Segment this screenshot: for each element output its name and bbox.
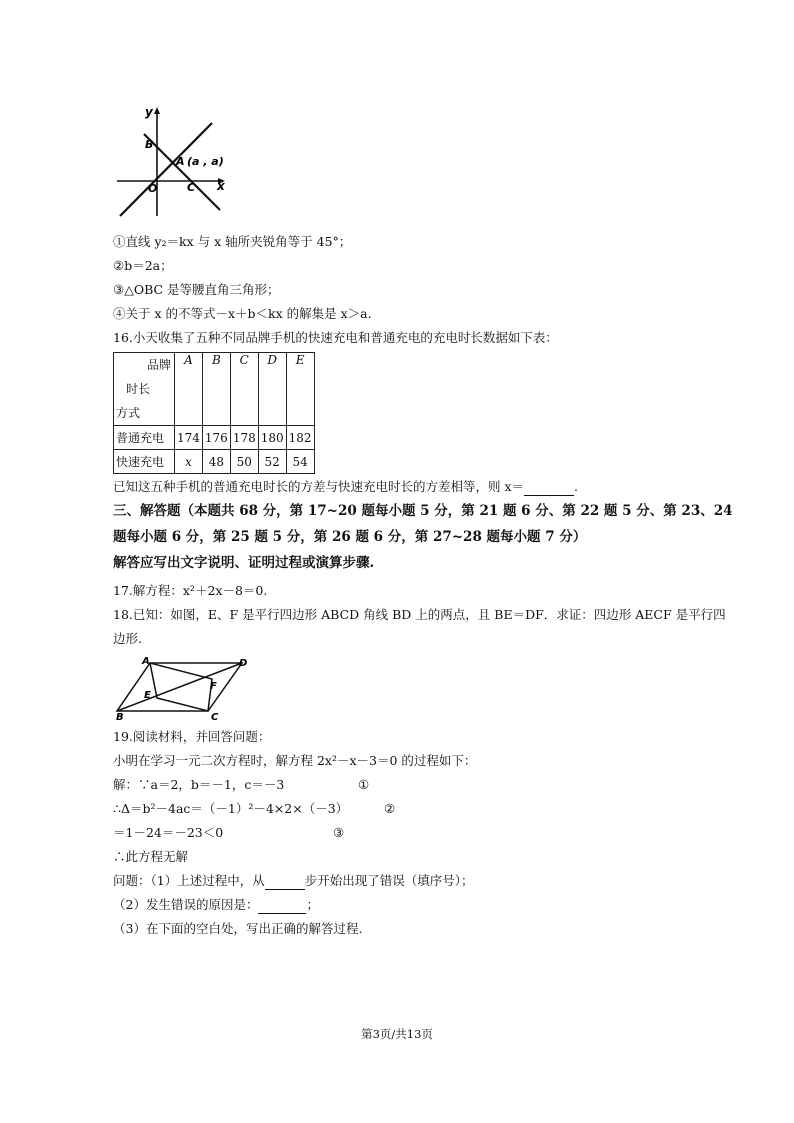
y-axis-arrow xyxy=(154,107,160,114)
row-label: 快速充电 xyxy=(114,450,175,474)
q18-line1: 18.已知：如图，E、F 是平行四边形 ABCD 角线 BD 上的两点，且 BE＝DF．求证：四边形 AECF 是平行四 xyxy=(113,607,726,622)
header-duration: 时长 xyxy=(126,382,151,396)
origin-label: O xyxy=(148,182,158,195)
q16-intro: 16.小天收集了五种不同品牌手机的快速充电和普通充电的充电时长数据如下表： xyxy=(113,330,558,345)
line-y2 xyxy=(120,123,212,216)
answer-blank[interactable] xyxy=(524,479,574,496)
table-header-cell xyxy=(114,353,175,426)
table-cell: x xyxy=(175,450,203,474)
header-mode: 方式 xyxy=(116,406,141,420)
q15-option-2: ②b＝2a； xyxy=(113,258,173,273)
q19-title: 19.阅读材料，并回答问题： xyxy=(113,729,271,744)
label-f: F xyxy=(210,681,217,692)
charging-table xyxy=(113,352,315,474)
table-cell: 178 xyxy=(230,426,258,450)
y-axis-label: y xyxy=(145,105,153,119)
q15-option-3: ③△OBC 是等腰直角三角形； xyxy=(113,282,280,297)
page-footer: 第3页/共13页 xyxy=(361,1027,433,1041)
header-brand: 品牌 xyxy=(146,358,171,372)
q19-step3: ＝1－24＝－23＜0 xyxy=(113,825,224,840)
table-cell: 176 xyxy=(202,426,230,450)
q19-question-1: 问题：（1）上述过程中，从 步开始出现了错误（填序号）； xyxy=(113,873,474,888)
brand-b: B xyxy=(202,353,230,426)
row-label: 普通充电 xyxy=(114,426,175,450)
brand-d: D xyxy=(258,353,286,426)
label-e: E xyxy=(144,690,151,701)
parallelogram-figure xyxy=(112,654,252,722)
answer-blank[interactable] xyxy=(258,897,306,914)
point-c-label: C xyxy=(187,181,196,194)
coordinate-graph xyxy=(112,104,232,222)
step2-marker: ② xyxy=(384,801,396,816)
point-a-coord: (a , a) xyxy=(187,155,224,168)
section3-line3: 解答应写出文字说明、证明过程或演算步骤. xyxy=(113,555,375,571)
table-cell: 54 xyxy=(286,450,314,474)
step1-marker: ① xyxy=(358,777,370,792)
q15-option-1: ①直线 y₂＝kx 与 x 轴所夹锐角等于 45°； xyxy=(113,234,352,249)
point-a-label: A xyxy=(176,155,185,168)
q19-question-2: （2）发生错误的原因是： ； xyxy=(113,897,319,912)
q19-step1: 解：∵a＝2，b＝－1，c＝－3 xyxy=(113,777,285,792)
line-y1 xyxy=(144,134,220,210)
step3-marker: ③ xyxy=(333,825,345,840)
brand-c: C xyxy=(230,353,258,426)
table-cell: 180 xyxy=(258,426,286,450)
q18-line2: 边形. xyxy=(113,631,142,646)
q19-intro: 小明在学习一元二次方程时，解方程 2x²－x－3＝0 的过程如下： xyxy=(113,753,477,768)
q19-question-3: （3）在下面的空白处，写出正确的解答过程. xyxy=(113,921,363,936)
table-cell: 182 xyxy=(286,426,314,450)
label-a: A xyxy=(142,656,150,667)
table-cell: 52 xyxy=(258,450,286,474)
q16-question: 已知这五种手机的普通充电时长的方差与快速充电时长的方差相等，则 x＝ . xyxy=(113,479,579,494)
brand-a: A xyxy=(175,353,203,426)
x-axis-label: x xyxy=(217,179,225,193)
point-b-label: B xyxy=(145,138,154,151)
q17: 17.解方程：x²＋2x－8＝0. xyxy=(113,583,268,598)
table-row xyxy=(114,426,315,450)
label-d: D xyxy=(239,658,248,669)
q19-step4: ∴此方程无解 xyxy=(113,849,189,864)
brand-e: E xyxy=(286,353,314,426)
table-cell: 48 xyxy=(202,450,230,474)
section3-line2: 题每小题 6 分，第 25 题 5 分，第 26 题 6 分，第 27~28 题每小题 7 分） xyxy=(113,529,587,545)
table-row xyxy=(114,450,315,474)
q19-step2: ∴Δ＝b²－4ac＝（－1）²－4×2×（－3） xyxy=(113,801,349,816)
table-cell: 174 xyxy=(175,426,203,450)
label-c: C xyxy=(211,712,219,722)
label-b: B xyxy=(116,712,124,722)
table-cell: 50 xyxy=(230,450,258,474)
section3-line1: 三、解答题（本题共 68 分，第 17~20 题每小题 5 分，第 21 题 6 分、第 22 题 5 分、第 23、24 xyxy=(113,503,733,519)
q15-option-4: ④关于 x 的不等式－x＋b＜kx 的解集是 x＞a. xyxy=(113,306,372,321)
answer-blank[interactable] xyxy=(265,873,305,890)
